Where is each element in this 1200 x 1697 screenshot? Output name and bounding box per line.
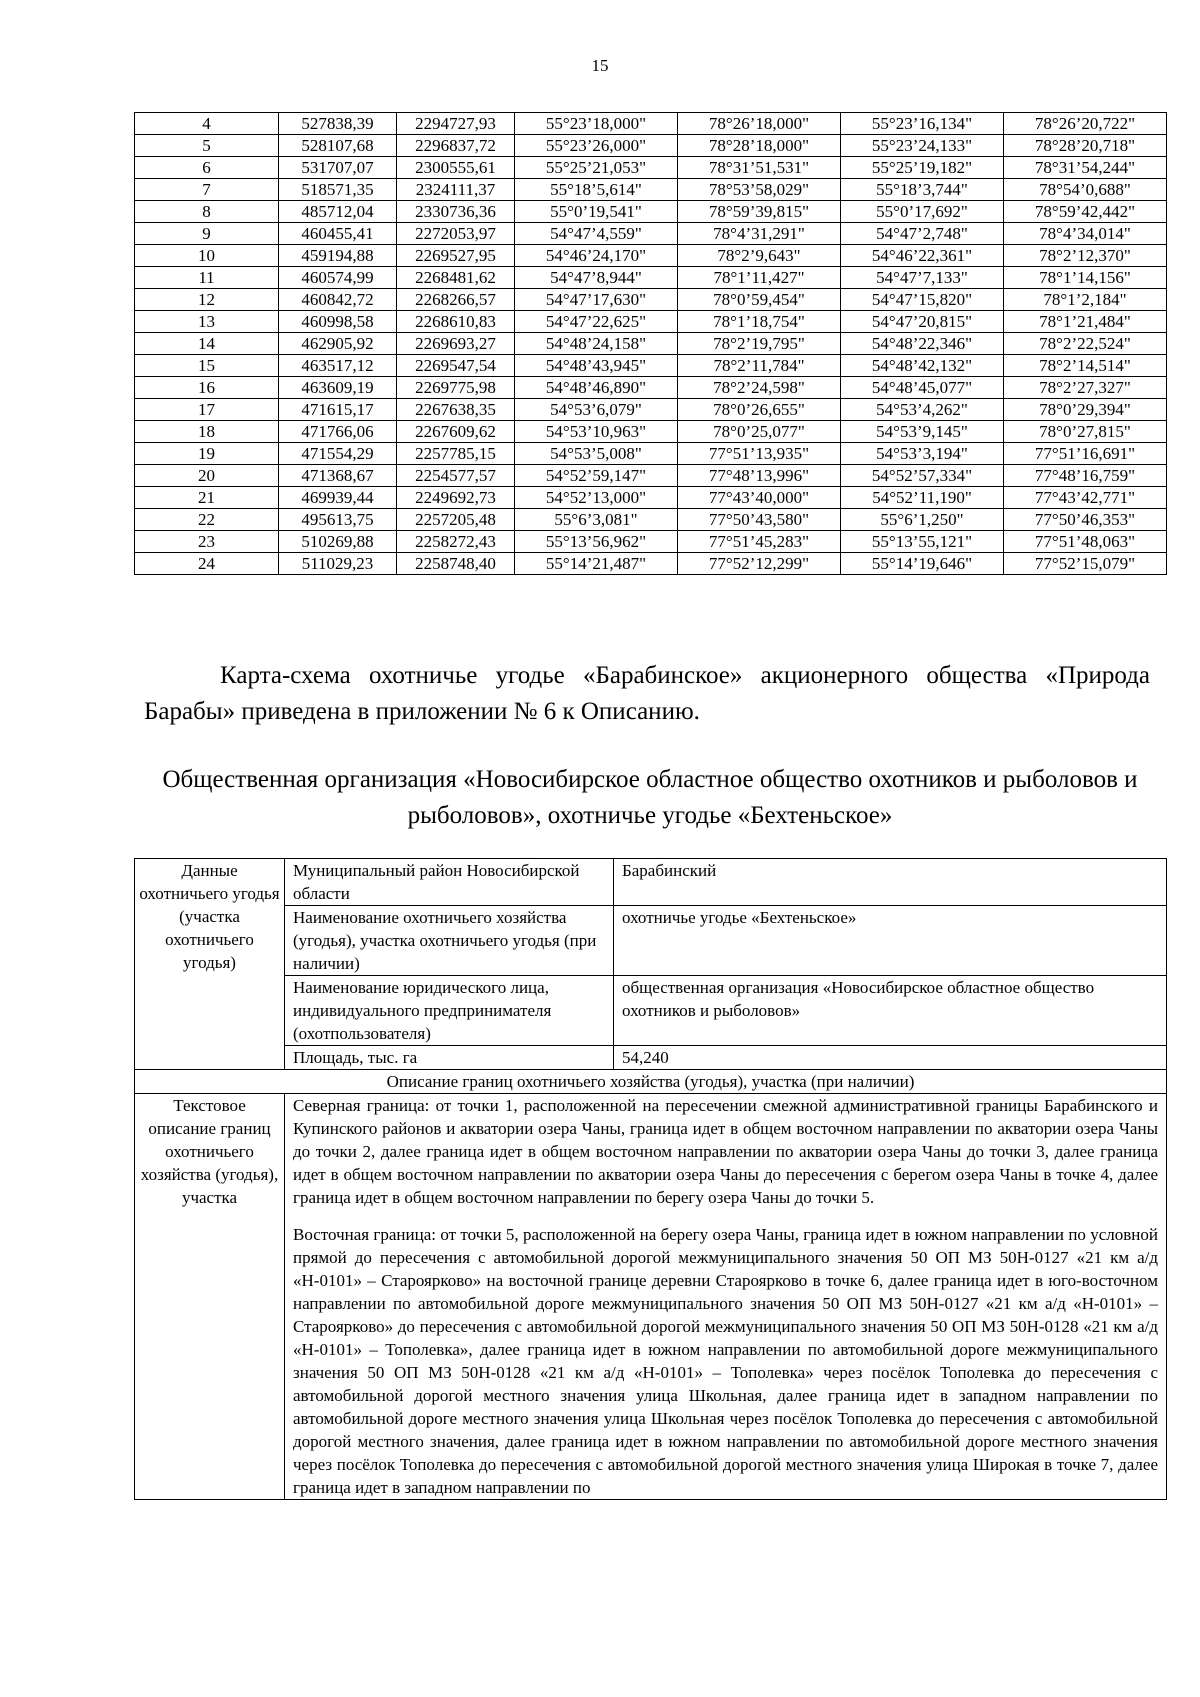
latitude-2-cell: 54°52’11,190" <box>841 487 1004 509</box>
point-number-cell: 22 <box>135 509 279 531</box>
table-row <box>135 201 1167 223</box>
y-coordinate-cell: 2268266,57 <box>397 289 515 311</box>
y-coordinate-cell: 2258748,40 <box>397 553 515 575</box>
north-boundary-text: Северная граница: от точки 1, расположенной на пересечении смежной административной границы Барабинского и Купинского районов и акватории озера Чаны, граница идет в общем восточном направлении по акватории озера Чаны до точки 2, далее граница идет в общем восточном направлении по акватории озера Чаны до точки 3, далее граница идет в общем восточном направлении по акватории озера Чаны до пересечения с берегом озера Чаны в точке 4, далее граница идет в общем восточном направлении по берегу озера Чаны до точки 5. <box>293 1096 1158 1207</box>
x-coordinate-cell: 462905,92 <box>279 333 397 355</box>
longitude-2-cell: 77°50’46,353" <box>1004 509 1167 531</box>
y-coordinate-cell: 2268481,62 <box>397 267 515 289</box>
latitude-2-cell: 55°23’24,133" <box>841 135 1004 157</box>
latitude-2-cell: 54°47’15,820" <box>841 289 1004 311</box>
x-coordinate-cell: 463517,12 <box>279 355 397 377</box>
longitude-1-cell: 78°2’11,784" <box>678 355 841 377</box>
longitude-2-cell: 77°48’16,759" <box>1004 465 1167 487</box>
point-number-cell: 10 <box>135 245 279 267</box>
longitude-2-cell: 78°4’34,014" <box>1004 223 1167 245</box>
x-coordinate-cell: 527838,39 <box>279 113 397 135</box>
point-number-cell: 6 <box>135 157 279 179</box>
x-coordinate-cell: 485712,04 <box>279 201 397 223</box>
longitude-1-cell: 78°0’25,077" <box>678 421 841 443</box>
x-coordinate-cell: 460574,99 <box>279 267 397 289</box>
longitude-2-cell: 77°51’48,063" <box>1004 531 1167 553</box>
info-label: Наименование охотничьего хозяйства (угодья), участка охотничьего угодья (при наличии) <box>285 906 614 976</box>
longitude-1-cell: 78°26’18,000" <box>678 113 841 135</box>
longitude-1-cell: 77°52’12,299" <box>678 553 841 575</box>
y-coordinate-cell: 2257205,48 <box>397 509 515 531</box>
y-coordinate-cell: 2268610,83 <box>397 311 515 333</box>
latitude-1-cell: 55°0’19,541" <box>515 201 678 223</box>
latitude-2-cell: 54°48’22,346" <box>841 333 1004 355</box>
info-label: Площадь, тыс. га <box>285 1046 614 1070</box>
y-coordinate-cell: 2267638,35 <box>397 399 515 421</box>
table-row <box>135 531 1167 553</box>
latitude-1-cell: 54°53’5,008" <box>515 443 678 465</box>
latitude-2-cell: 55°18’3,744" <box>841 179 1004 201</box>
east-boundary-text: Восточная граница: от точки 5, расположенной на берегу озера Чаны, граница идет в южном направлении по условной прямой до пересечения с автомобильной дорогой межмуниципального значения 50 ОП МЗ 50Н-0127 «21 км а/д «Н-0101» – Староярково» на восточной границе деревни Староярково в точке 6, далее граница идет в юго-восточном направлении по автомобильной дороге межмуниципального значения 50 ОП МЗ 50Н-0127 «21 км а/д «Н-0101» – Староярково» до пересечения с автомобильной дорогой межмуниципального значения 50 ОП МЗ 50Н-0128 «21 км а/д «Н-0101» – Тополевка», далее граница идет в южном направлении по автомобильной дороге межмуниципального значения 50 ОП МЗ 50Н-0128 «21 км а/д «Н-0101» – Тополевка» через посёлок Тополевка до пересечения с автомобильной дорогой местного значения улица Школьная, далее граница идет в западном направлении по автомобильной дороге местного значения улица Школьная через посёлок Тополевка до пересечения с автомобильной дорогой местного значения, далее граница идет в южном направлении по автомобильной дороге местного значения через посёлок Тополевка до пересечения с автомобильной дорогой местного значения улица Широкая в точке 7, далее граница идет в западном направлении по <box>293 1225 1158 1497</box>
longitude-2-cell: 78°2’12,370" <box>1004 245 1167 267</box>
latitude-2-cell: 54°47’7,133" <box>841 267 1004 289</box>
info-label: Наименование юридического лица, индивидуального предпринимателя (охотпользователя) <box>285 976 614 1046</box>
longitude-2-cell: 78°28’20,718" <box>1004 135 1167 157</box>
info-row-district <box>135 859 1167 906</box>
longitude-1-cell: 78°2’19,795" <box>678 333 841 355</box>
latitude-2-cell: 54°53’9,145" <box>841 421 1004 443</box>
y-coordinate-cell: 2324111,37 <box>397 179 515 201</box>
latitude-2-cell: 55°13’55,121" <box>841 531 1004 553</box>
boundary-description <box>285 1094 1167 1500</box>
longitude-1-cell: 78°59’39,815" <box>678 201 841 223</box>
longitude-1-cell: 78°1’11,427" <box>678 267 841 289</box>
latitude-2-cell: 54°47’20,815" <box>841 311 1004 333</box>
longitude-1-cell: 78°28’18,000" <box>678 135 841 157</box>
latitude-2-cell: 55°0’17,692" <box>841 201 1004 223</box>
point-number-cell: 8 <box>135 201 279 223</box>
latitude-1-cell: 55°14’21,487" <box>515 553 678 575</box>
longitude-1-cell: 78°31’51,531" <box>678 157 841 179</box>
table-row <box>135 421 1167 443</box>
point-number-cell: 9 <box>135 223 279 245</box>
table-row <box>135 465 1167 487</box>
point-number-cell: 18 <box>135 421 279 443</box>
latitude-1-cell: 54°47’8,944" <box>515 267 678 289</box>
point-number-cell: 16 <box>135 377 279 399</box>
coordinates-table <box>134 112 1167 575</box>
longitude-2-cell: 78°2’27,327" <box>1004 377 1167 399</box>
latitude-2-cell: 55°25’19,182" <box>841 157 1004 179</box>
boundary-section-caption: Текстовое описание границ охотничьего хозяйства (угодья), участка <box>135 1094 285 1500</box>
longitude-2-cell: 78°26’20,722" <box>1004 113 1167 135</box>
longitude-2-cell: 78°0’29,394" <box>1004 399 1167 421</box>
point-number-cell: 12 <box>135 289 279 311</box>
longitude-2-cell: 78°54’0,688" <box>1004 179 1167 201</box>
latitude-1-cell: 55°6’3,081" <box>515 509 678 531</box>
longitude-2-cell: 78°1’14,156" <box>1004 267 1167 289</box>
latitude-2-cell: 54°48’45,077" <box>841 377 1004 399</box>
x-coordinate-cell: 459194,88 <box>279 245 397 267</box>
x-coordinate-cell: 471615,17 <box>279 399 397 421</box>
point-number-cell: 14 <box>135 333 279 355</box>
latitude-2-cell: 54°47’2,748" <box>841 223 1004 245</box>
longitude-2-cell: 77°51’16,691" <box>1004 443 1167 465</box>
table-row <box>135 223 1167 245</box>
latitude-1-cell: 54°47’4,559" <box>515 223 678 245</box>
latitude-1-cell: 54°53’6,079" <box>515 399 678 421</box>
x-coordinate-cell: 531707,07 <box>279 157 397 179</box>
y-coordinate-cell: 2296837,72 <box>397 135 515 157</box>
longitude-2-cell: 78°2’22,524" <box>1004 333 1167 355</box>
table-row <box>135 333 1167 355</box>
x-coordinate-cell: 510269,88 <box>279 531 397 553</box>
map-scheme-paragraph: Карта-схема охотничье угодье «Барабинское» акционерного общества «Природа Барабы» приведена в приложении № 6 к Описанию. <box>144 662 1150 725</box>
x-coordinate-cell: 495613,75 <box>279 509 397 531</box>
x-coordinate-cell: 528107,68 <box>279 135 397 157</box>
info-value: 54,240 <box>614 1046 1167 1070</box>
point-number-cell: 7 <box>135 179 279 201</box>
y-coordinate-cell: 2272053,97 <box>397 223 515 245</box>
longitude-2-cell: 78°0’27,815" <box>1004 421 1167 443</box>
x-coordinate-cell: 463609,19 <box>279 377 397 399</box>
y-coordinate-cell: 2294727,93 <box>397 113 515 135</box>
info-row-ground-name <box>135 906 1167 976</box>
info-value: охотничье угодье «Бехтеньское» <box>614 906 1167 976</box>
latitude-2-cell: 54°52’57,334" <box>841 465 1004 487</box>
y-coordinate-cell: 2254577,57 <box>397 465 515 487</box>
latitude-1-cell: 54°46’24,170" <box>515 245 678 267</box>
longitude-2-cell: 78°31’54,244" <box>1004 157 1167 179</box>
x-coordinate-cell: 471368,67 <box>279 465 397 487</box>
longitude-2-cell: 78°1’2,184" <box>1004 289 1167 311</box>
y-coordinate-cell: 2257785,15 <box>397 443 515 465</box>
table-row <box>135 135 1167 157</box>
y-coordinate-cell: 2258272,43 <box>397 531 515 553</box>
table-row <box>135 245 1167 267</box>
longitude-1-cell: 77°51’45,283" <box>678 531 841 553</box>
y-coordinate-cell: 2249692,73 <box>397 487 515 509</box>
longitude-1-cell: 77°43’40,000" <box>678 487 841 509</box>
x-coordinate-cell: 471554,29 <box>279 443 397 465</box>
latitude-1-cell: 55°25’21,053" <box>515 157 678 179</box>
table-row <box>135 157 1167 179</box>
longitude-2-cell: 78°2’14,514" <box>1004 355 1167 377</box>
point-number-cell: 21 <box>135 487 279 509</box>
table-row <box>135 377 1167 399</box>
data-section-caption: Данные охотничьего угодья (участка охотничьего угодья) <box>135 859 285 1070</box>
info-row-area <box>135 1046 1167 1070</box>
info-label: Муниципальный район Новосибирской области <box>285 859 614 906</box>
point-number-cell: 4 <box>135 113 279 135</box>
longitude-1-cell: 78°2’9,643" <box>678 245 841 267</box>
y-coordinate-cell: 2269775,98 <box>397 377 515 399</box>
table-row <box>135 399 1167 421</box>
table-row <box>135 553 1167 575</box>
point-number-cell: 5 <box>135 135 279 157</box>
x-coordinate-cell: 511029,23 <box>279 553 397 575</box>
latitude-1-cell: 54°47’22,625" <box>515 311 678 333</box>
table-row <box>135 443 1167 465</box>
coordinates-table-body <box>135 113 1167 575</box>
point-number-cell: 23 <box>135 531 279 553</box>
longitude-1-cell: 77°51’13,935" <box>678 443 841 465</box>
table-row <box>135 289 1167 311</box>
latitude-1-cell: 55°18’5,614" <box>515 179 678 201</box>
longitude-1-cell: 78°0’26,655" <box>678 399 841 421</box>
latitude-1-cell: 54°48’24,158" <box>515 333 678 355</box>
section-heading: Общественная организация «Новосибирское областное общество охотников и рыболовов и рыболовов», охотничье угодье «Бехтеньское» <box>162 766 1138 829</box>
table-row <box>135 487 1167 509</box>
latitude-1-cell: 54°48’43,945" <box>515 355 678 377</box>
latitude-1-cell: 54°47’17,630" <box>515 289 678 311</box>
info-value: Барабинский <box>614 859 1167 906</box>
latitude-1-cell: 55°23’18,000" <box>515 113 678 135</box>
info-row-user <box>135 976 1167 1046</box>
y-coordinate-cell: 2269527,95 <box>397 245 515 267</box>
point-number-cell: 24 <box>135 553 279 575</box>
longitude-2-cell: 78°59’42,442" <box>1004 201 1167 223</box>
latitude-2-cell: 54°46’22,361" <box>841 245 1004 267</box>
latitude-2-cell: 55°14’19,646" <box>841 553 1004 575</box>
latitude-1-cell: 55°13’56,962" <box>515 531 678 553</box>
y-coordinate-cell: 2300555,61 <box>397 157 515 179</box>
longitude-2-cell: 77°52’15,079" <box>1004 553 1167 575</box>
longitude-1-cell: 78°4’31,291" <box>678 223 841 245</box>
table-row <box>135 267 1167 289</box>
latitude-1-cell: 54°52’13,000" <box>515 487 678 509</box>
table-row <box>135 355 1167 377</box>
latitude-2-cell: 54°53’3,194" <box>841 443 1004 465</box>
point-number-cell: 13 <box>135 311 279 333</box>
longitude-2-cell: 77°43’42,771" <box>1004 487 1167 509</box>
table-row <box>135 113 1167 135</box>
latitude-1-cell: 54°52’59,147" <box>515 465 678 487</box>
y-coordinate-cell: 2269693,27 <box>397 333 515 355</box>
info-value: общественная организация «Новосибирское областное общество охотников и рыболовов» <box>614 976 1167 1046</box>
longitude-1-cell: 78°2’24,598" <box>678 377 841 399</box>
y-coordinate-cell: 2330736,36 <box>397 201 515 223</box>
point-number-cell: 20 <box>135 465 279 487</box>
x-coordinate-cell: 471766,06 <box>279 421 397 443</box>
table-row <box>135 311 1167 333</box>
latitude-2-cell: 54°53’4,262" <box>841 399 1004 421</box>
x-coordinate-cell: 460842,72 <box>279 289 397 311</box>
longitude-2-cell: 78°1’21,484" <box>1004 311 1167 333</box>
point-number-cell: 15 <box>135 355 279 377</box>
longitude-1-cell: 78°53’58,029" <box>678 179 841 201</box>
latitude-1-cell: 54°53’10,963" <box>515 421 678 443</box>
page-number: 15 <box>591 56 609 75</box>
x-coordinate-cell: 460998,58 <box>279 311 397 333</box>
point-number-cell: 11 <box>135 267 279 289</box>
x-coordinate-cell: 460455,41 <box>279 223 397 245</box>
point-number-cell: 17 <box>135 399 279 421</box>
latitude-1-cell: 54°48’46,890" <box>515 377 678 399</box>
description-title: Описание границ охотничьего хозяйства (угодья), участка (при наличии) <box>135 1070 1167 1094</box>
latitude-2-cell: 55°6’1,250" <box>841 509 1004 531</box>
table-row <box>135 179 1167 201</box>
longitude-1-cell: 78°1’18,754" <box>678 311 841 333</box>
longitude-1-cell: 77°50’43,580" <box>678 509 841 531</box>
longitude-1-cell: 77°48’13,996" <box>678 465 841 487</box>
boundary-description-row <box>135 1094 1167 1500</box>
longitude-1-cell: 78°0’59,454" <box>678 289 841 311</box>
description-title-row <box>135 1070 1167 1094</box>
table-row <box>135 509 1167 531</box>
y-coordinate-cell: 2269547,54 <box>397 355 515 377</box>
y-coordinate-cell: 2267609,62 <box>397 421 515 443</box>
latitude-2-cell: 55°23’16,134" <box>841 113 1004 135</box>
point-number-cell: 19 <box>135 443 279 465</box>
hunting-ground-info-table <box>134 858 1167 1500</box>
latitude-2-cell: 54°48’42,132" <box>841 355 1004 377</box>
x-coordinate-cell: 469939,44 <box>279 487 397 509</box>
x-coordinate-cell: 518571,35 <box>279 179 397 201</box>
latitude-1-cell: 55°23’26,000" <box>515 135 678 157</box>
